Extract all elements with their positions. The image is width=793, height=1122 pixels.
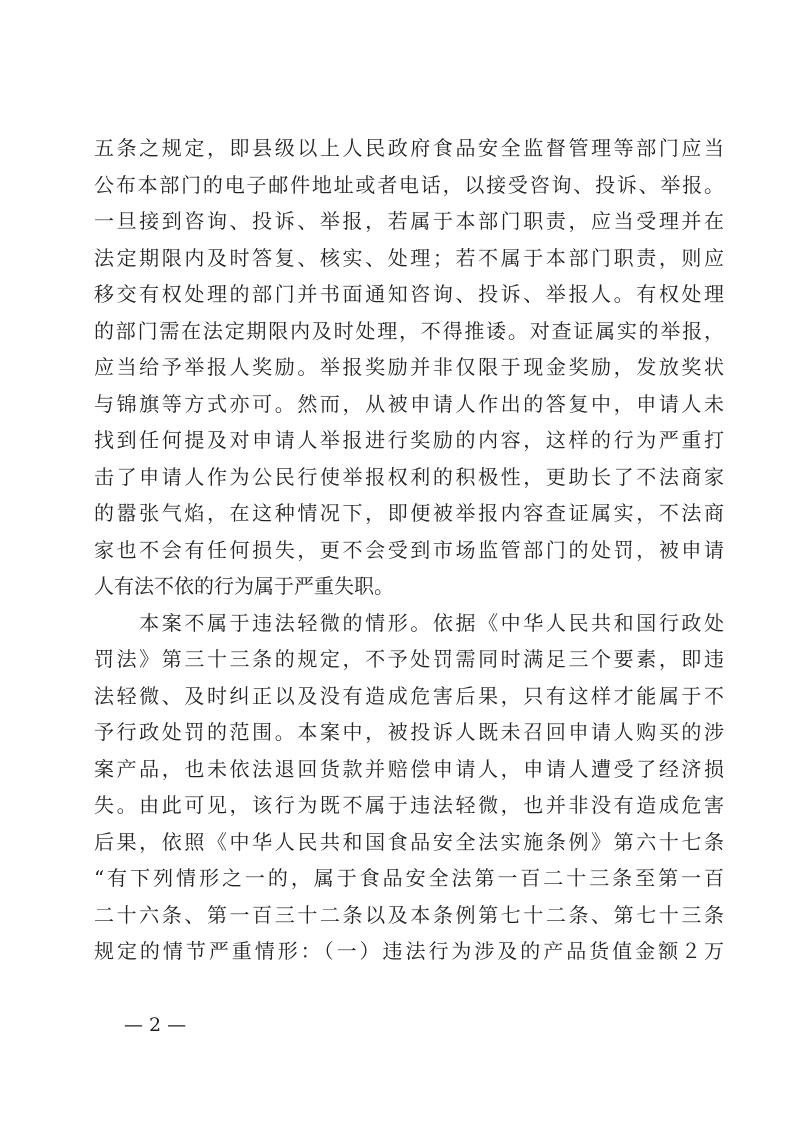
paragraph-1 [94,130,724,605]
text-line: 法定期限内及时答复、核实、处理；若不属于本部门职责，则应 [94,245,724,270]
text-line: 一旦接到咨询、投诉、举报，若属于本部门职责，应当受理并在 [94,209,724,233]
text-line: 的嚣张气焰，在这种情况下，即便被举报内容查证属实，不法商 [94,501,724,525]
text-line: “有下列情形之一的，属于食品安全法第一百二十三条至第一百 [94,866,724,890]
text-line: 击了申请人作为公民行使举报权利的积极性，更助长了不法商家 [94,464,724,489]
text-line: 与锦旗等方式亦可。然而，从被申请人作出的答复中，申请人未 [94,391,724,416]
text-line: 找到任何提及对申请人举报进行奖励的内容，这样的行为严重打 [94,428,724,452]
text-line: 规定的情节严重情形：（一）违法行为涉及的产品货值金额２万 [94,939,724,963]
text-line: 的部门需在法定期限内及时处理，不得推诿。对查证属实的举报， [94,318,724,343]
paragraph-2 [94,605,724,970]
text-line: 失。由此可见，该行为既不属于违法轻微，也并非没有造成危害 [94,793,724,817]
page-number: — 2 — [124,1014,187,1036]
text-line: 公布本部门的电子邮件地址或者电话，以接受咨询、投诉、举报。 [94,172,724,197]
body-text [94,130,724,970]
text-line: 二十六条、第一百三十二条以及本条例第七十二条、第七十三条 [94,902,724,927]
text-line: 罚法》第三十三条的规定，不予处罚需同时满足三个要素，即违 [94,647,724,671]
text-line: 本案不属于违法轻微的情形。依据《中华人民共和国行政处 [94,610,724,635]
text-line: 法轻微、及时纠正以及没有造成危害后果，只有这样才能属于不 [94,683,724,708]
text-line: 五条之规定，即县级以上人民政府食品安全监督管理等部门应当 [94,136,724,160]
text-line: 家也不会有任何损失，更不会受到市场监管部门的处罚，被申请 [94,537,724,562]
text-line: 案产品，也未依法退回货款并赔偿申请人，申请人遭受了经济损 [94,756,724,781]
text-line: 人有法不依的行为属于严重失职。 [94,574,394,598]
text-line: 移交有权处理的部门并书面通知咨询、投诉、举报人。有权处理 [94,282,724,306]
text-line: 应当给予举报人奖励。举报奖励并非仅限于现金奖励，发放奖状 [94,355,724,379]
text-line: 后果，依照《中华人民共和国食品安全法实施条例》第六十七条 [94,829,724,854]
text-line: 予行政处罚的范围。本案中，被投诉人既未召回申请人购买的涉 [94,720,724,744]
